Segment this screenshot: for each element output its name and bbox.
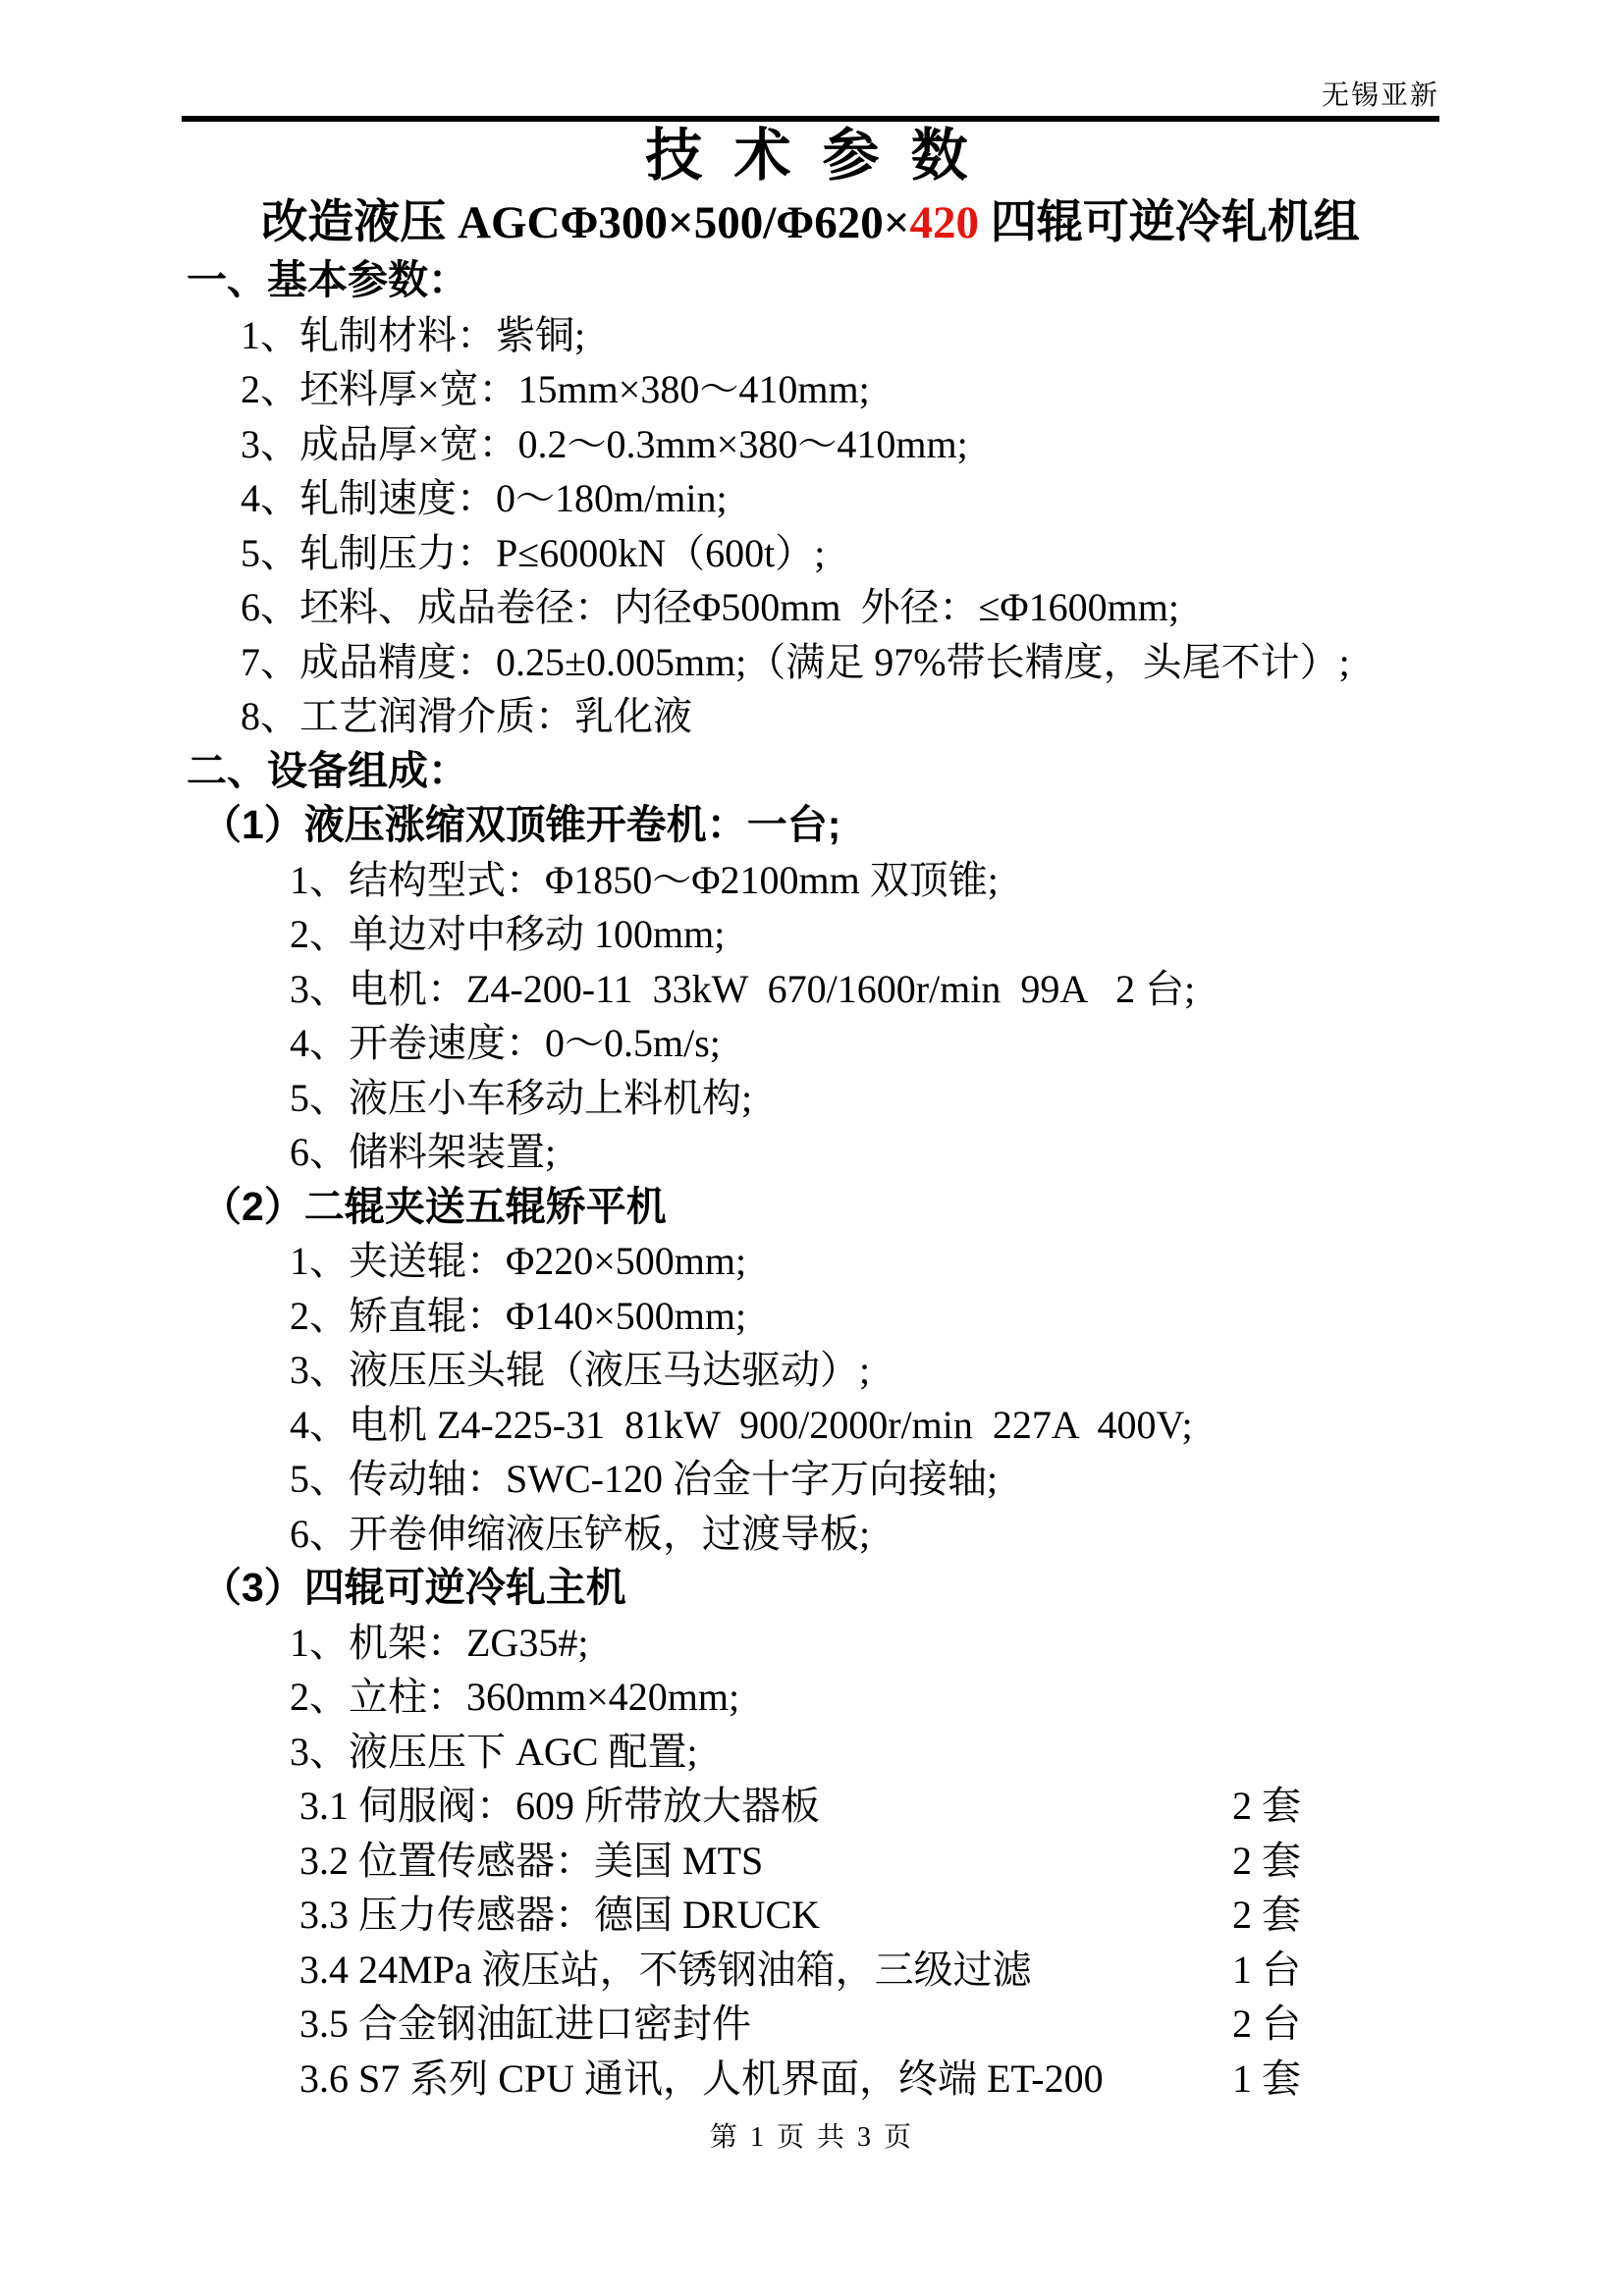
- doc-line-text: 2、坯料厚×宽：15mm×380～410mm;: [241, 367, 870, 411]
- doc-line: [290, 1234, 1624, 1289]
- header-company: 无锡亚新: [1321, 80, 1439, 111]
- doc-line: [290, 853, 1624, 908]
- quantity: 2 套: [1232, 1784, 1301, 1828]
- doc-line-text: 一、基本参数：: [187, 257, 468, 302]
- doc-line: [187, 253, 1624, 308]
- quantity: 1 套: [1232, 2056, 1301, 2101]
- doc-line-text: 4、开卷速度：0～0.5m/s;: [290, 1021, 721, 1065]
- doc-line-text: 2、矫直辊：Φ140×500mm;: [290, 1293, 747, 1338]
- doc-line-text: 3.1 伺服阀：609 所带放大器板: [299, 1784, 820, 1828]
- subtitle-highlight: 420: [909, 197, 979, 248]
- doc-line: [290, 1125, 1624, 1180]
- doc-line-text: （1）液压涨缩双顶锥开卷机：一台;: [201, 802, 841, 847]
- doc-line: [290, 1343, 1624, 1398]
- doc-line-text: 二、设备组成：: [187, 747, 468, 793]
- doc-line-text: 4、轧制速度：0～180m/min;: [241, 476, 728, 520]
- quantity: 2 套: [1232, 1893, 1301, 1937]
- doc-line-text: 3、成品厚×宽：0.2～0.3mm×380～410mm;: [241, 421, 968, 466]
- page-title: 技 术 参 数: [645, 124, 976, 187]
- doc-line: [241, 417, 1624, 472]
- doc-line-text: 6、开卷伸缩液压铲板，过渡导板;: [290, 1511, 871, 1556]
- doc-line-text: 3.4 24MPa 液压站，不锈钢油箱，三级过滤: [299, 1947, 1032, 1992]
- doc-line: [201, 1180, 1624, 1235]
- doc-line: [299, 1943, 1301, 1998]
- doc-line: [299, 1779, 1301, 1834]
- doc-line: [187, 744, 1624, 799]
- subtitle-text-pre: 改造液压 AGCΦ300×500/Φ620×: [261, 197, 910, 248]
- doc-line: [290, 1398, 1624, 1453]
- doc-line-text: （2）二辊夹送五辊矫平机: [201, 1183, 667, 1229]
- quantity: 2 台: [1232, 2002, 1301, 2046]
- doc-line: [290, 1016, 1624, 1071]
- doc-line-text: 3、电机：Z4-200-11 33kW 670/1600r/min 99A 2 台;: [290, 966, 1196, 1011]
- doc-line-text: 2、单边对中移动 100mm;: [290, 912, 726, 956]
- doc-line-text: 3、液压压下 AGC 配置;: [290, 1729, 698, 1774]
- quantity: 2 套: [1232, 1838, 1301, 1883]
- doc-line: [290, 1725, 1624, 1780]
- doc-line: [290, 1616, 1624, 1671]
- doc-line: [241, 362, 1624, 417]
- doc-line: [290, 1670, 1624, 1725]
- doc-line: [241, 689, 1624, 744]
- doc-line-text: 4、电机 Z4-225-31 81kW 900/2000r/min 227A 400V;: [290, 1402, 1193, 1447]
- doc-line: [290, 1289, 1624, 1344]
- doc-line-text: 6、坯料、成品卷径：内径Φ500mm 外径：≤Φ1600mm;: [241, 585, 1179, 629]
- doc-line: [299, 2052, 1301, 2107]
- doc-line: [299, 1834, 1301, 1889]
- page-subtitle: [182, 192, 1439, 253]
- doc-line: [290, 1071, 1624, 1126]
- doc-line-text: 5、液压小车移动上料机构;: [290, 1075, 753, 1120]
- doc-line: [290, 962, 1624, 1017]
- doc-line-text: 7、成品精度：0.25±0.005mm;（满足 97%带长精度，头尾不计）;: [241, 639, 1350, 684]
- doc-line: [201, 798, 1624, 853]
- doc-line-text: 3.3 压力传感器：德国 DRUCK: [299, 1893, 821, 1937]
- doc-line-text: （3）四辊可逆冷轧主机: [201, 1565, 626, 1610]
- doc-line: [290, 907, 1624, 962]
- doc-line-text: 1、夹送辊：Φ220×500mm;: [290, 1239, 747, 1283]
- doc-line: [241, 308, 1624, 363]
- doc-line-text: 3.2 位置传感器：美国 MTS: [299, 1838, 764, 1883]
- doc-line-text: 1、轧制材料：紫铜;: [241, 312, 586, 357]
- doc-line-text: 8、工艺润滑介质：乳化液: [241, 694, 692, 738]
- doc-line: [241, 526, 1624, 581]
- page-footer: 第 1 页 共 3 页: [709, 2122, 914, 2153]
- doc-line: [290, 1452, 1624, 1507]
- doc-line-text: 5、轧制压力：P≤6000kN（600t）;: [241, 530, 826, 575]
- doc-line-text: 3.5 合金钢油缸进口密封件: [299, 2002, 751, 2046]
- doc-line-text: 6、储料架装置;: [290, 1130, 557, 1174]
- doc-line-text: 1、结构型式：Φ1850～Φ2100mm 双顶锥;: [290, 857, 999, 902]
- quantity: 1 台: [1232, 1947, 1301, 1992]
- document-body: [0, 253, 1624, 2106]
- doc-line: [241, 580, 1624, 635]
- doc-line: [241, 471, 1624, 526]
- doc-line: [241, 635, 1624, 690]
- subtitle-text-post: 四辊可逆冷轧机组: [979, 197, 1360, 248]
- doc-line: [299, 1997, 1301, 2052]
- doc-line-text: 2、立柱：360mm×420mm;: [290, 1675, 740, 1719]
- doc-line: [299, 1888, 1301, 1943]
- doc-line-text: 5、传动轴：SWC-120 冶金十字万向接轴;: [290, 1457, 999, 1501]
- doc-line: [290, 1507, 1624, 1562]
- doc-line: [201, 1561, 1624, 1616]
- doc-line-text: 3.6 S7 系列 CPU 通讯，人机界面，终端 ET-200: [299, 2056, 1104, 2101]
- doc-line-text: 3、液压压头辊（液压马达驱动）;: [290, 1348, 871, 1392]
- doc-line-text: 1、机架：ZG35#;: [290, 1620, 589, 1665]
